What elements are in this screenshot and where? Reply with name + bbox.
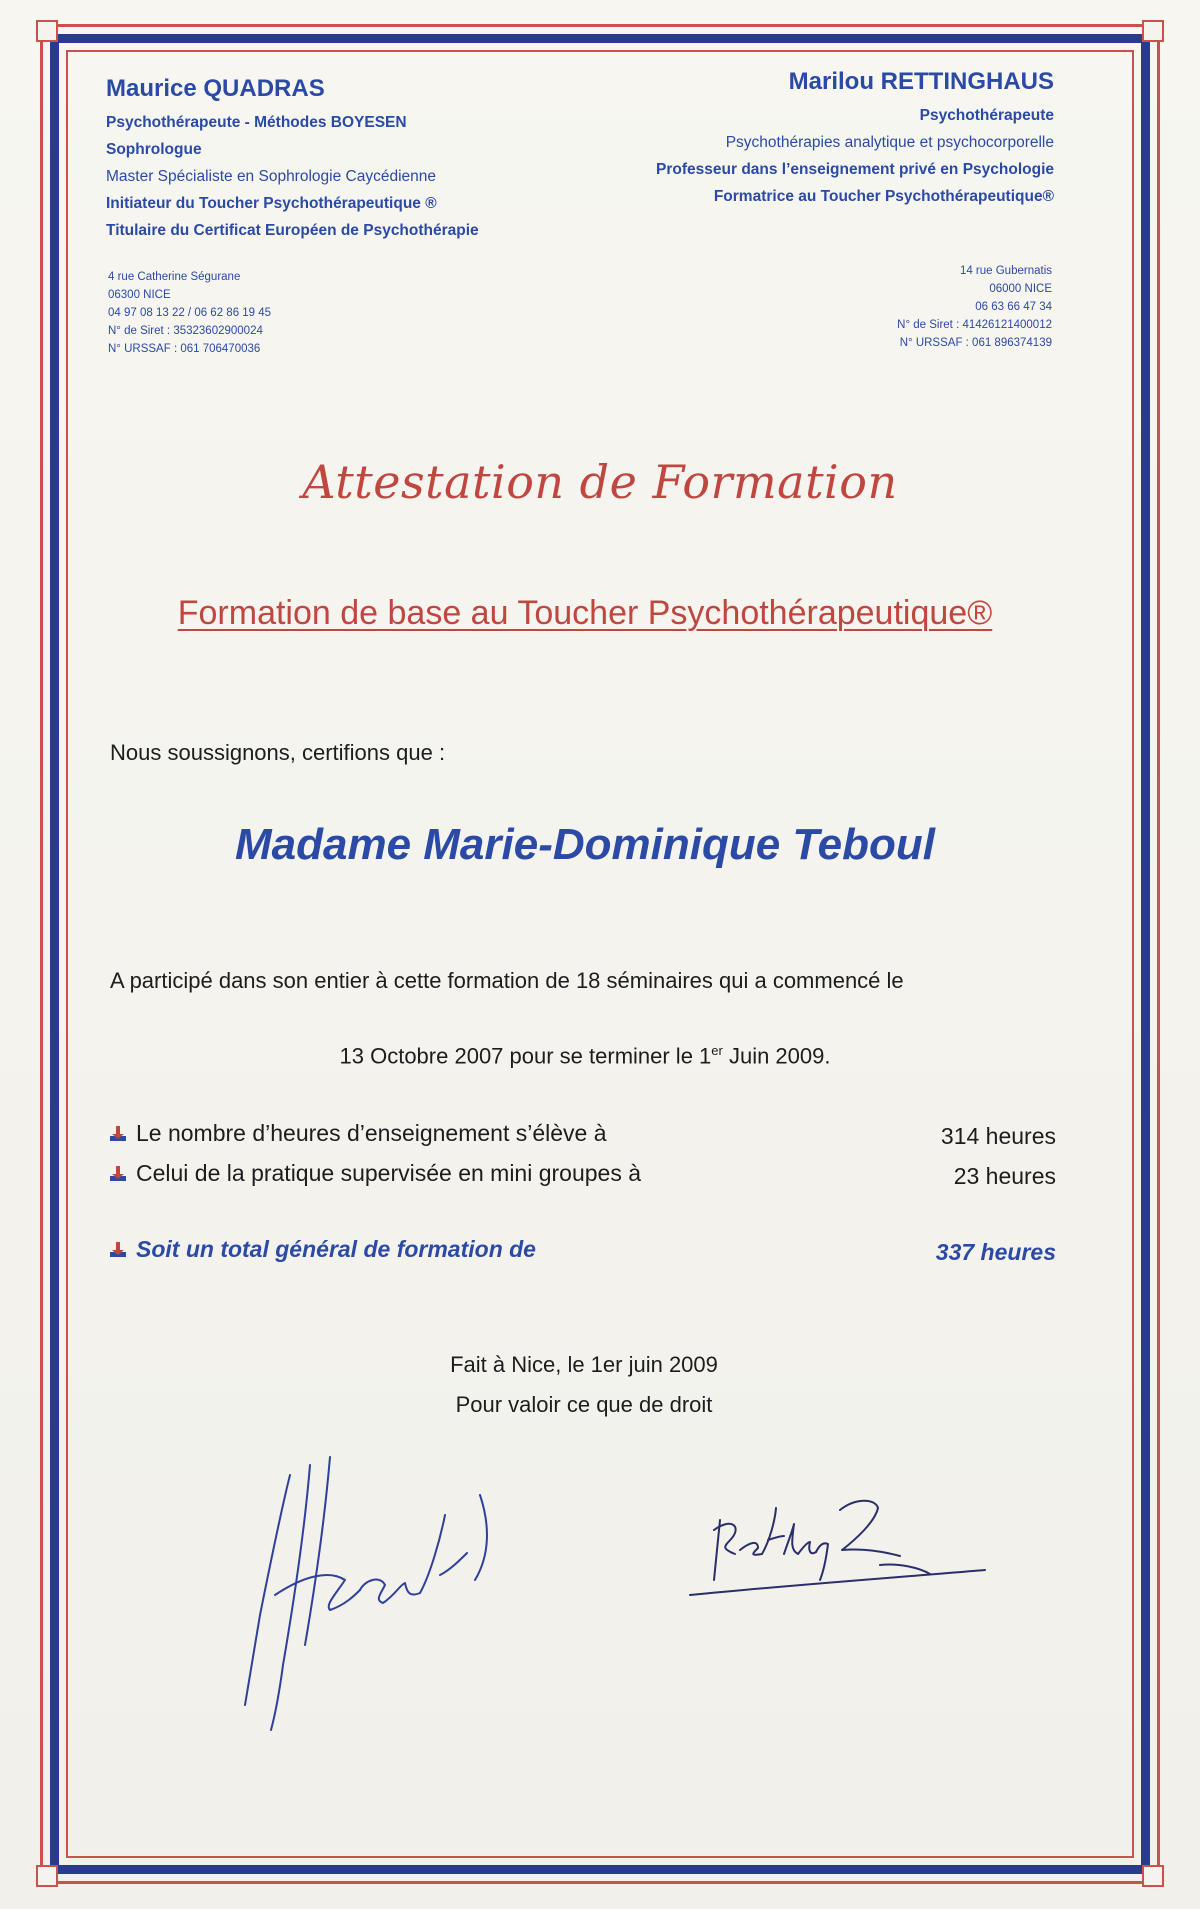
left-practitioner-line: Initiateur du Toucher Psychothérapeutique ® — [106, 195, 437, 212]
right-practitioner-header — [514, 68, 1054, 210]
right-practitioner-name: Marilou RETTINGHAUS — [788, 68, 1054, 95]
participation-end: Juin 2009. — [722, 1043, 831, 1069]
participation-line-1: A participé dans son entier à cette formation de 18 séminaires qui a commencé le — [110, 968, 904, 993]
intro-text: Nous soussignons, certifions que : — [110, 740, 446, 765]
arrow-bullet-icon — [108, 1124, 128, 1144]
address-line: 04 97 08 13 22 / 06 62 86 19 45 — [108, 307, 272, 319]
corner-ornament — [1142, 20, 1164, 42]
right-practitioner-line: Psychothérapies analytique et psychocorporelle — [725, 134, 1054, 151]
left-signature — [235, 1445, 515, 1745]
corner-ornament — [1142, 1865, 1164, 1887]
recipient-name: Madame Marie-Dominique Teboul — [234, 820, 935, 869]
corner-ornament — [36, 1865, 58, 1887]
participation-dates: 13 Octobre 2007 pour se terminer le 1 — [339, 1043, 712, 1069]
hours-row — [108, 1120, 1056, 1150]
hours-label: Le nombre d’heures d’enseignement s’élève à — [136, 1120, 607, 1146]
right-practitioner-line: Formatrice au Toucher Psychothérapeutique® — [713, 188, 1054, 205]
address-line: 14 rue Gubernatis — [959, 265, 1052, 277]
total-value: 337 heures — [935, 1238, 1056, 1265]
participation-line-2 — [0, 1043, 1170, 1069]
certificate-title: Attestation de Formation — [302, 455, 898, 509]
hours-value: 314 heures — [940, 1122, 1056, 1149]
right-practitioner-line: Professeur dans l’enseignement privé en Psychologie — [656, 161, 1054, 178]
address-line: 4 rue Catherine Ségurane — [108, 271, 241, 283]
address-line: 06300 NICE — [108, 289, 171, 301]
training-subtitle: Formation de base au Toucher Psychothérapeutique® — [177, 594, 993, 632]
address-line: N° URSSAF : 061 706470036 — [108, 343, 261, 355]
left-practitioner-address — [108, 268, 271, 358]
left-practitioner-line: Master Spécialiste en Sophrologie Caycédienne — [106, 168, 437, 185]
corner-ornament — [36, 20, 58, 42]
left-practitioner-line: Psychothérapeute - Méthodes BOYESEN — [106, 114, 407, 131]
right-practitioner-line: Psychothérapeute — [919, 107, 1054, 124]
hours-value: 23 heures — [953, 1162, 1056, 1189]
closing-formula: Pour valoir ce que de droit — [455, 1392, 713, 1417]
address-line: N° de Siret : 35323602900024 — [108, 325, 263, 337]
left-practitioner-line: Titulaire du Certificat Européen de Psychothérapie — [106, 222, 479, 239]
right-signature — [680, 1470, 1000, 1610]
total-label: Soit un total général de formation de — [136, 1236, 536, 1262]
address-line: N° URSSAF : 061 896374139 — [899, 337, 1052, 349]
address-line: N° de Siret : 41426121400012 — [897, 319, 1052, 331]
total-hours-row — [108, 1236, 1056, 1266]
right-practitioner-address — [897, 262, 1052, 352]
place-date: Fait à Nice, le 1er juin 2009 — [450, 1352, 718, 1377]
ordinal-suffix: er — [711, 1043, 723, 1058]
hours-row — [108, 1160, 1056, 1190]
left-practitioner-name: Maurice QUADRAS — [106, 75, 325, 102]
left-practitioner-line: Sophrologue — [106, 141, 202, 158]
address-line: 06 63 66 47 34 — [975, 301, 1052, 313]
address-line: 06000 NICE — [989, 283, 1052, 295]
hours-label: Celui de la pratique supervisée en mini groupes à — [136, 1160, 642, 1186]
arrow-bullet-icon — [108, 1240, 128, 1260]
arrow-bullet-icon — [108, 1164, 128, 1184]
